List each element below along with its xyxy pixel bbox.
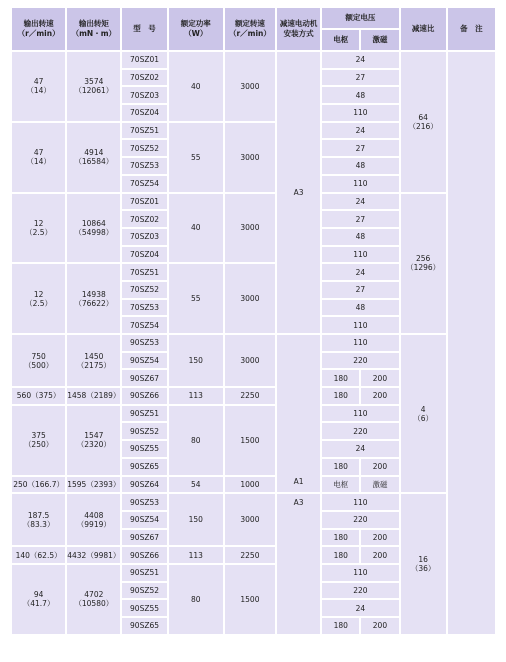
- excitation-cell: 200: [361, 618, 398, 634]
- voltage-cell: 24: [322, 600, 398, 616]
- col-header-note: 备 注: [448, 8, 495, 50]
- power-cell: 55: [169, 264, 223, 333]
- voltage-cell: 110: [322, 105, 398, 121]
- speed-cell: 140（62.5）: [12, 547, 65, 563]
- voltage-cell: 27: [322, 282, 398, 298]
- model-cell: 70SZ01: [122, 52, 166, 68]
- power-cell: 150: [169, 494, 223, 545]
- excitation-cell: 激磁: [361, 477, 398, 493]
- voltage-cell: 110: [322, 494, 398, 510]
- voltage-cell: 220: [322, 583, 398, 599]
- model-cell: 70SZ01: [122, 194, 166, 210]
- armature-cell: 180: [322, 547, 359, 563]
- model-cell: 90SZ55: [122, 600, 166, 616]
- rpm-cell: 2250: [225, 388, 275, 404]
- mount-cell: A1: [277, 335, 320, 492]
- table-row: [12, 494, 495, 510]
- col-header-rated-voltage: 额定电压: [322, 8, 398, 28]
- armature-cell: 180: [322, 388, 359, 404]
- model-cell: 90SZ67: [122, 530, 166, 546]
- excitation-cell: 200: [361, 370, 398, 386]
- col-header-output-speed: 输出转速 （r／min）: [12, 8, 65, 50]
- speed-cell: 750 （500）: [12, 335, 65, 386]
- power-cell: 80: [169, 406, 223, 475]
- rpm-cell: 3000: [225, 494, 275, 545]
- voltage-cell: 110: [322, 406, 398, 422]
- torque-cell: 3574 （12061）: [67, 52, 120, 121]
- speed-cell: 375 （250）: [12, 406, 65, 475]
- model-cell: 70SZ51: [122, 264, 166, 280]
- power-cell: 40: [169, 194, 223, 263]
- model-cell: 70SZ52: [122, 282, 166, 298]
- voltage-cell: 48: [322, 229, 398, 245]
- speed-cell: 47 （14）: [12, 52, 65, 121]
- voltage-cell: 220: [322, 512, 398, 528]
- torque-cell: 1458（2189）: [67, 388, 120, 404]
- model-cell: 90SZ66: [122, 388, 166, 404]
- voltage-cell: 48: [322, 300, 398, 316]
- model-cell: 70SZ54: [122, 176, 166, 192]
- excitation-cell: 200: [361, 530, 398, 546]
- armature-cell: 180: [322, 530, 359, 546]
- rpm-cell: 1000: [225, 477, 275, 493]
- model-cell: 70SZ03: [122, 87, 166, 103]
- voltage-cell: 48: [322, 87, 398, 103]
- ratio-cell: 4 （6）: [401, 335, 446, 492]
- model-cell: 70SZ02: [122, 211, 166, 227]
- model-cell: 70SZ52: [122, 140, 166, 156]
- col-header-ratio: 减速比: [401, 8, 446, 50]
- model-cell: 70SZ53: [122, 158, 166, 174]
- voltage-cell: 110: [322, 335, 398, 351]
- rpm-cell: 1500: [225, 565, 275, 634]
- table-row: [12, 194, 495, 210]
- model-cell: 70SZ02: [122, 70, 166, 86]
- torque-cell: 4702 （10580）: [67, 565, 120, 634]
- model-cell: 90SZ53: [122, 335, 166, 351]
- model-cell: 90SZ66: [122, 547, 166, 563]
- model-cell: 70SZ54: [122, 317, 166, 333]
- torque-cell: 1450 （2175）: [67, 335, 120, 386]
- voltage-cell: 27: [322, 211, 398, 227]
- voltage-cell: 27: [322, 70, 398, 86]
- armature-cell: 180: [322, 459, 359, 475]
- rpm-cell: 3000: [225, 264, 275, 333]
- mount-cell: A3: [277, 494, 320, 634]
- power-cell: 55: [169, 123, 223, 192]
- model-cell: 90SZ51: [122, 406, 166, 422]
- speed-cell: 12 （2.5）: [12, 194, 65, 263]
- model-cell: 90SZ65: [122, 459, 166, 475]
- col-header-rated-speed: 额定转速 （r／min）: [225, 8, 275, 50]
- excitation-cell: 200: [361, 547, 398, 563]
- model-cell: 90SZ65: [122, 618, 166, 634]
- header-row: [12, 8, 495, 28]
- voltage-cell: 24: [322, 264, 398, 280]
- col-header-output-torque: 输出转矩 （mN・m）: [67, 8, 120, 50]
- col-header-excitation: 激磁: [361, 30, 398, 50]
- torque-cell: 4432（9981）: [67, 547, 120, 563]
- excitation-cell: 200: [361, 459, 398, 475]
- model-cell: 70SZ51: [122, 123, 166, 139]
- ratio-cell: 256 （1296）: [401, 194, 446, 334]
- voltage-cell: 110: [322, 565, 398, 581]
- armature-cell: 电枢: [322, 477, 359, 493]
- rpm-cell: 1500: [225, 406, 275, 475]
- power-cell: 54: [169, 477, 223, 493]
- torque-cell: 1547 （2320）: [67, 406, 120, 475]
- speed-cell: 47 （14）: [12, 123, 65, 192]
- armature-cell: 180: [322, 618, 359, 634]
- power-cell: 113: [169, 547, 223, 563]
- rpm-cell: 3000: [225, 335, 275, 386]
- speed-cell: 187.5 （83.3）: [12, 494, 65, 545]
- ratio-cell: 16 （36）: [401, 494, 446, 634]
- col-header-rated-power: 额定功率 （W）: [169, 8, 223, 50]
- voltage-cell: 110: [322, 247, 398, 263]
- voltage-cell: 24: [322, 441, 398, 457]
- rpm-cell: 3000: [225, 123, 275, 192]
- rpm-cell: 3000: [225, 194, 275, 263]
- col-header-mounting: 减速电动机安装方式: [277, 8, 320, 50]
- voltage-cell: 24: [322, 123, 398, 139]
- excitation-cell: 200: [361, 388, 398, 404]
- voltage-cell: 220: [322, 423, 398, 439]
- voltage-cell: 110: [322, 317, 398, 333]
- model-cell: 90SZ54: [122, 353, 166, 369]
- speed-cell: 94 （41.7）: [12, 565, 65, 634]
- voltage-cell: 110: [322, 176, 398, 192]
- voltage-cell: 24: [322, 194, 398, 210]
- torque-cell: 10864 （54998）: [67, 194, 120, 263]
- voltage-cell: 27: [322, 140, 398, 156]
- power-cell: 80: [169, 565, 223, 634]
- model-cell: 90SZ54: [122, 512, 166, 528]
- model-cell: 70SZ03: [122, 229, 166, 245]
- power-cell: 150: [169, 335, 223, 386]
- model-cell: 90SZ51: [122, 565, 166, 581]
- table-row: [12, 335, 495, 351]
- col-header-armature: 电枢: [322, 30, 359, 50]
- rpm-cell: 2250: [225, 547, 275, 563]
- torque-cell: 4914 （16584）: [67, 123, 120, 192]
- mount-cell: A3: [277, 52, 320, 333]
- speed-cell: 560（375）: [12, 388, 65, 404]
- power-cell: 40: [169, 52, 223, 121]
- model-cell: 90SZ55: [122, 441, 166, 457]
- torque-cell: 4408 （9919）: [67, 494, 120, 545]
- col-header-model: 型 号: [122, 8, 166, 50]
- table-row: [12, 52, 495, 68]
- model-cell: 90SZ52: [122, 423, 166, 439]
- armature-cell: 180: [322, 370, 359, 386]
- ratio-cell: 64 （216）: [401, 52, 446, 192]
- torque-cell: 1595（2393）: [67, 477, 120, 493]
- model-cell: 70SZ04: [122, 105, 166, 121]
- model-cell: 90SZ52: [122, 583, 166, 599]
- voltage-cell: 220: [322, 353, 398, 369]
- voltage-cell: 48: [322, 158, 398, 174]
- speed-cell: 12 （2.5）: [12, 264, 65, 333]
- speed-cell: 250（166.7）: [12, 477, 65, 493]
- note-cell: [448, 52, 495, 634]
- motor-spec-table: [10, 6, 497, 636]
- torque-cell: 14938 （76622）: [67, 264, 120, 333]
- model-cell: 90SZ53: [122, 494, 166, 510]
- model-cell: 90SZ67: [122, 370, 166, 386]
- model-cell: 70SZ04: [122, 247, 166, 263]
- voltage-cell: 24: [322, 52, 398, 68]
- model-cell: 90SZ64: [122, 477, 166, 493]
- spec-sheet: [10, 6, 497, 638]
- rpm-cell: 3000: [225, 52, 275, 121]
- model-cell: 70SZ53: [122, 300, 166, 316]
- power-cell: 113: [169, 388, 223, 404]
